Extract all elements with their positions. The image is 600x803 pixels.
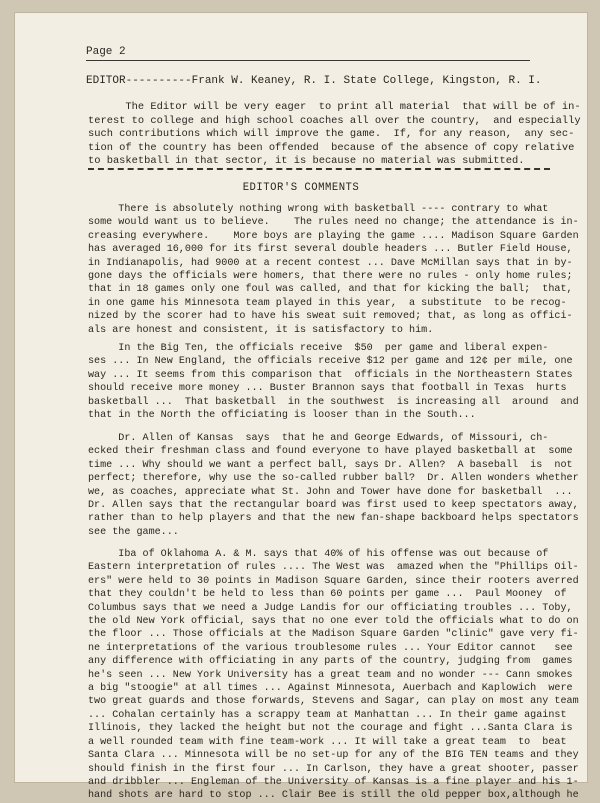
- text-line: to basketball in that sector, it is because no material was submitted.: [88, 155, 525, 168]
- text-line: hand shots are hard to stop ... Clair Bee is still the old pepper box,although he: [88, 790, 579, 802]
- text-line: in Indianapolis, had 9000 at a recent contest ... Dave McMillan says that in by-: [88, 257, 573, 269]
- text-line: the old New York official, says that no one ever told the officials what to do on: [88, 616, 579, 628]
- paragraph: [88, 548, 579, 803]
- text-line: he's seen ... New York University has a great team and no wonder --- Cann smokes: [88, 669, 573, 681]
- text-line: creasing everywhere. More boys are playing the game .... Madison Square Garden: [88, 230, 579, 242]
- text-line: ses ... In New England, the officials receive $12 per game and 12¢ per mile, one: [88, 356, 573, 368]
- text-line: in one game his Minnesota team played in this year, a substitute to be recog-: [88, 297, 567, 309]
- paragraph: [88, 203, 579, 337]
- text-line: has averaged 16,000 for its first several double headers ... Butler Field House,: [88, 244, 573, 256]
- text-line: Iba of Oklahoma A. & M. says that 40% of his offense was out because of: [88, 549, 549, 560]
- document-page: [14, 12, 588, 802]
- text-line: ers" were held to 30 points in Madison Square Garden, since their rooters averred: [88, 575, 579, 587]
- text-line: Illinois, they lacked the height but not the courage and fight ...Santa Clara is: [88, 723, 573, 735]
- text-line: ne interpretations of the various troublesome rules ... Your Editor cannot see: [88, 642, 573, 654]
- text-line: Eastern interpretation of rules .... The West was amazed when the "Phillips Oil-: [88, 562, 579, 574]
- text-line: ecked their freshman class and found everyone to have played basketball at some: [88, 446, 573, 458]
- text-line: gone days the officials were homers, that there were no rules - only home rules;: [88, 271, 573, 283]
- text-line: There is absolutely nothing wrong with basketball ---- contrary to what: [88, 204, 549, 215]
- text-line: we, as coaches, appreciate what St. John and Tower have done for basketball ...: [88, 486, 573, 498]
- text-line: perfect; therefore, why use the so-called rubber ball? Dr. Allen wonders whether: [88, 473, 579, 485]
- text-line: that in 18 games only one foul was called, and that for kicking the ball; that,: [88, 284, 573, 296]
- section-title: EDITOR'S COMMENTS: [242, 182, 360, 194]
- editor-credit-line: EDITOR----------Frank W. Keaney, R. I. State College, Kingston, R. I.: [86, 75, 542, 87]
- header-rule: [86, 60, 530, 61]
- text-line: Dr. Allen says that the rectangular board was first used to keep spectators away,: [88, 500, 579, 512]
- page-number: Page 2: [86, 46, 126, 58]
- text-line: In the Big Ten, the officials receive $50 per game and liberal expen-: [88, 343, 549, 354]
- text-line: the floor ... Those officials at the Madison Square Garden "clinic" gave very fi-: [88, 629, 579, 641]
- text-line: terest to college and high school coaches all over the country, and especially: [88, 114, 581, 127]
- text-line: ... Cohalan certainly has a scrappy team at Manhattan ... In their game against: [88, 709, 567, 721]
- text-line: Dr. Allen of Kansas says that he and George Edwards, of Missouri, ch-: [88, 433, 549, 444]
- text-line: Santa Clara ... Minnesota will be no set-up for any of the BIG TEN teams and they: [88, 750, 579, 762]
- text-line: way ... It seems from this comparison that officials in the Northeastern States: [88, 369, 573, 381]
- text-line: two great guards and those forwards, Stevens and Sagar, can play on most any team: [88, 696, 579, 708]
- text-line: Columbus says that we need a Judge Landis for our officiating troubles ... Toby,: [88, 602, 573, 614]
- text-line: that they couldn't be held to less than 60 points per game ... Paul Mooney of: [88, 589, 567, 601]
- text-line: nized by the scorer had to have his sweat suit removed; that, as long as offici-: [88, 311, 573, 323]
- text-line: see the game...: [88, 526, 179, 538]
- text-line: that in the North the officiating is looser than in the South...: [88, 410, 476, 422]
- text-line: basketball ... That basketball in the southwest is increasing all around and: [88, 396, 579, 408]
- text-line: and dribbler ... Engleman of the University of Kansas is a fine player and his 1-: [88, 776, 579, 788]
- dashed-divider: [88, 168, 550, 170]
- editor-note: [88, 101, 581, 169]
- text-line: should receive more money ... Buster Brannon says that football in Texas hurts: [88, 383, 567, 395]
- text-line: some would want us to believe. The rules need no change; the attendance is in-: [88, 217, 579, 229]
- text-line: should finish in the first four ... In Carlson, they have a great shooter, passer: [88, 763, 579, 775]
- text-line: The Editor will be very eager to print all material that will be of in-: [88, 101, 581, 113]
- text-line: a big "stoogie" at all times ... Against Minnesota, Auerbach and Kaplowich were: [88, 683, 573, 695]
- paragraph: [88, 342, 579, 422]
- text-line: tion of the country has been offended because of the absence of copy relative: [88, 141, 575, 154]
- paragraph: [88, 432, 579, 539]
- text-line: any difference with officiating in any parts of the country, judging from games: [88, 656, 573, 668]
- text-line: time ... Why should we want a perfect ball, says Dr. Allen? A baseball is not: [88, 459, 573, 471]
- text-line: such contributions which will improve the game. If, for any reason, any sec-: [88, 128, 575, 141]
- text-line: rather than to help players and that the new fan-shape backboard helps spectators: [88, 513, 579, 525]
- text-line: als are honest and consistent, it is satisfactory to him.: [88, 324, 434, 336]
- text-line: a well rounded team with fine team-work ... It will take a great team to beat: [88, 736, 567, 748]
